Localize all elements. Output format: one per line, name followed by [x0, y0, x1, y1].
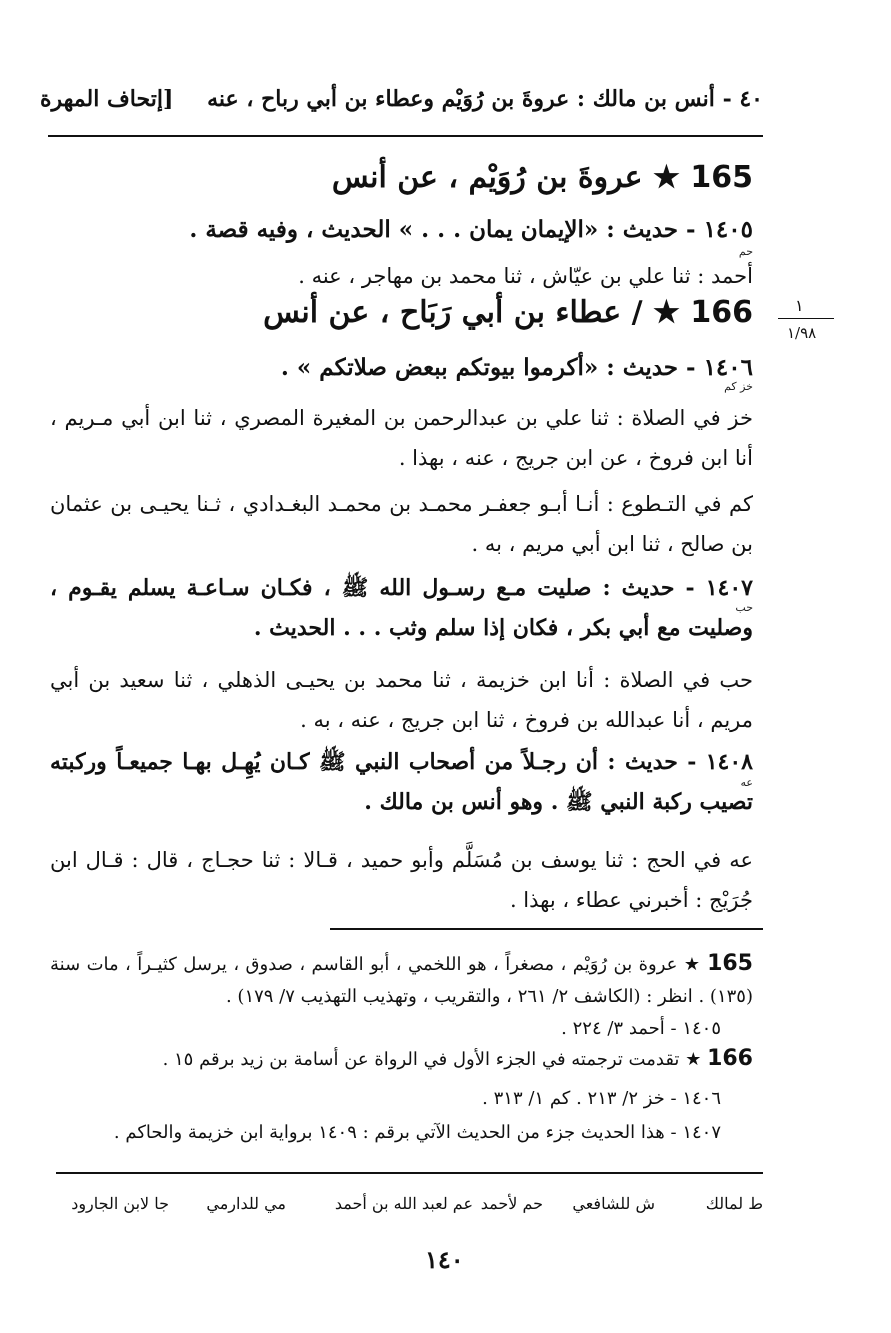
hadith-1407-chain: حب في الصلاة : أنا ابن خزيمة ، ثنا محمد بن يحيـى الذهلي ، ثنا سعيد بن أبي مريم ، أنا عبدالله بن فروخ ، ثنا ابن جريج ، عنه ، به .	[50, 668, 753, 732]
sigla-item: جا لابن الجارود	[71, 1194, 169, 1213]
footnote-number: 165	[707, 951, 753, 976]
footnote-text: تقدمت ترجمته في الجزء الأول في الرواة عن أسامة بن زيد برقم ١٥ .	[162, 1049, 680, 1070]
sigla-rule	[56, 1172, 763, 1174]
hadith-1405-chain: أحمد : ثنا علي بن عيّاش ، ثنا محمد بن مهاجر ، عنه .	[298, 264, 753, 288]
footnote-165	[50, 948, 753, 1013]
hadith-1406-heading: ١٤٠٦ - حديث : «أكرموا بيوتكم ببعض صلاتكم » .	[280, 354, 753, 381]
section-number: 165	[690, 160, 753, 195]
section-number: 166	[690, 295, 753, 330]
section-166-heading	[263, 295, 753, 330]
section-title: / عطاء بن أبي رَبَاح ، عن أنس	[263, 295, 643, 330]
footnote-1407: ١٤٠٧ - هذا الحديث جزء من الحديث الآتي برقم : ١٤٠٩ برواية ابن خزيمة والحاكم .	[113, 1122, 721, 1143]
hadith-1406-chain-kam: كم في التـطوع : أنـا أبـو جعفـر محمـد بن محمـد البغـدادي ، ثـنا يحيـى بن عثمان بن صالح ، ثنا ابن أبي مريم ، به .	[50, 492, 753, 556]
running-header-book: [إتحاف المهرة	[40, 86, 174, 112]
sigla-item: ط لمالك	[705, 1194, 763, 1213]
hadith-1406-chain-khuz: خز في الصلاة : ثنا علي بن عبدالرحمن بن المغيرة المصري ، ثنا ابن أبي مـريم ، أنا ابن فروخ ، عن ابن جريج ، عنه ، بهذا .	[50, 406, 753, 470]
sigla-item: حم لأحمد	[480, 1194, 543, 1213]
page-number: ١٤٠	[425, 1245, 464, 1274]
footnote-text: عروة بن رُوَيْم ، مصغراً ، هو اللخمي ، أبو القاسم ، صدوق ، يرسل كثيـراً ، مات سنة (١٣٥) . انظر : (الكاشف ٢/ ٢٦١ ، والتقريب ، وتهذيب التهذيب ٧/ ١٧٩) .	[50, 954, 753, 1007]
hadith-1406-tag: خز كم	[724, 380, 753, 393]
margin-note-ref: ١/٩٨	[787, 324, 817, 342]
footnote-166	[163, 1046, 753, 1071]
section-title: عروةَ بن رُوَيْم ، عن أنس	[331, 160, 643, 195]
hadith-1407-tag: حب	[735, 601, 753, 614]
star-icon: ★	[683, 954, 701, 975]
hadith-1407-heading: ١٤٠٧ - حديث : صليت مـع رسـول الله ﷺ ، فكـان سـاعـة يسلم يقـوم ، وصليت مع أبي بكر ، فكان إذا سلم وثب . . . الحديث .	[50, 575, 753, 641]
running-header-title: ٤٠ - أنس بن مالك : عروةَ بن رُوَيْم وعطاء بن أبي رباح ، عنه	[207, 86, 763, 112]
footnote-number: 166	[707, 1046, 753, 1071]
sigla-item: ش للشافعي	[572, 1194, 655, 1213]
sigla-item: مي للدارمي	[206, 1194, 286, 1213]
hadith-1408-heading: ١٤٠٨ - حديث : أن رجـلاً من أصحاب النبي ﷺ كـان يُهِـل بهـا جميعـاً وركبته تصيب ركبة النبي ﷺ . وهو أنس بن مالك .	[50, 749, 753, 815]
star-icon: ★	[653, 160, 680, 195]
footnote-1406: ١٤٠٦ - خز ٢/ ٢١٣ . كم ١/ ٣١٣ .	[482, 1088, 721, 1109]
margin-note-rule	[778, 318, 834, 319]
sigla-item: عم لعبد الله بن أحمد	[334, 1194, 473, 1213]
header-rule	[48, 135, 763, 137]
margin-note-number: ١	[795, 296, 804, 315]
hadith-1405-heading: ١٤٠٥ - حديث : «الإيمان يمان . . . » الحديث ، وفيه قصة .	[189, 216, 753, 243]
hadith-1405-tag: حم	[738, 245, 753, 258]
footnote-1405: ١٤٠٥ - أحمد ٣/ ٢٢٤ .	[561, 1018, 721, 1039]
section-165-heading	[332, 160, 753, 195]
hadith-1408-tag: عه	[740, 776, 753, 789]
star-icon: ★	[653, 295, 680, 330]
star-icon: ★	[685, 1049, 702, 1070]
footnote-rule	[330, 928, 763, 930]
hadith-1408-chain: عه في الحج : ثنا يوسف بن مُسَلَّم وأبو حميد ، قـالا : ثنا حجـاج ، قال : قـال ابن جُرَيْج : أخبرني عطاء ، بهذا .	[50, 848, 753, 912]
